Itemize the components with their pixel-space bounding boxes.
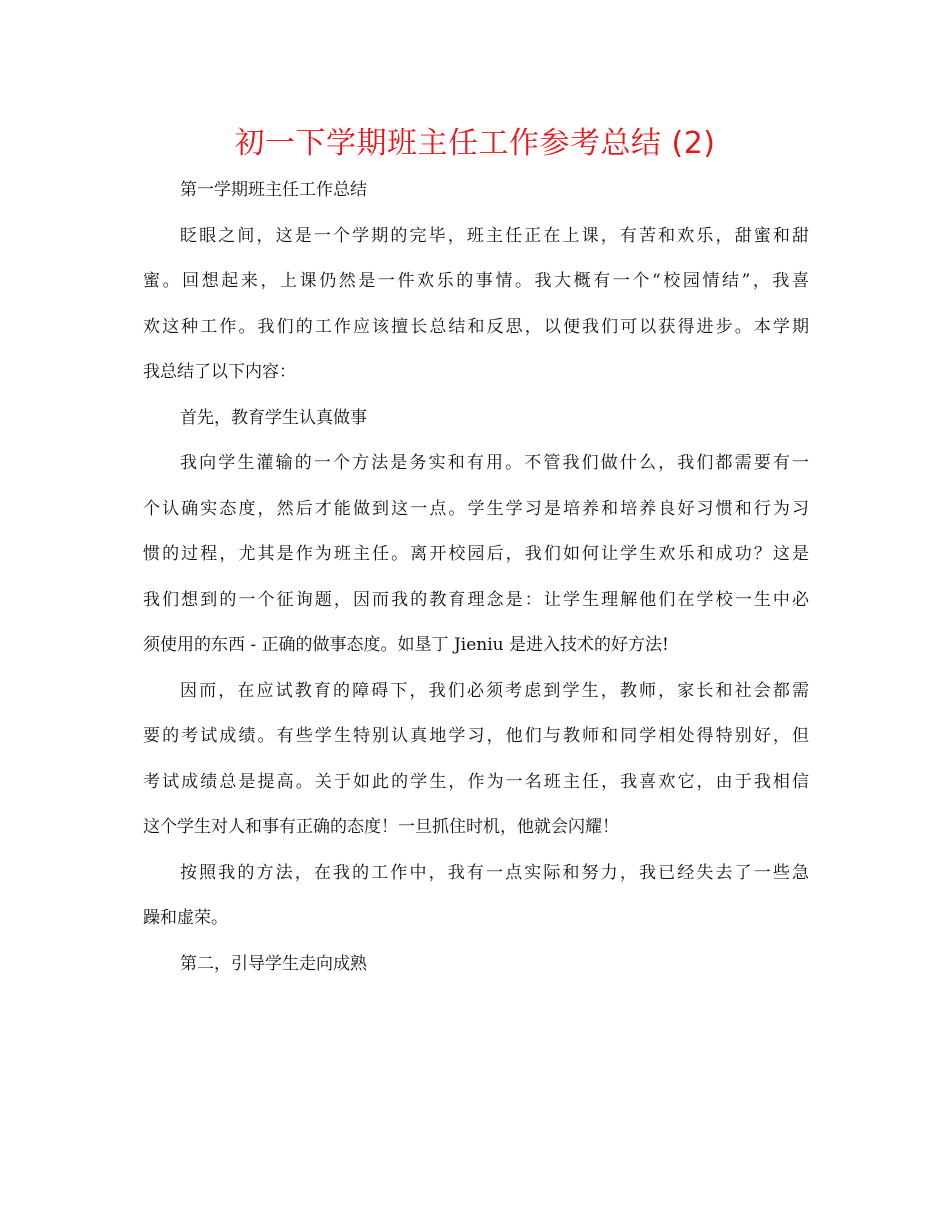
paragraph-line: 要的考试成绩。有些学生特别认真地学习，他们与教师和同学相处得特别好，但 — [143, 726, 809, 746]
paragraph-line: 我向学生灌输的一个方法是务实和有用。不管我们做什么，我们都需要有一 — [180, 453, 809, 473]
paragraph-line: 我们想到的一个征询题，因而我的教育理念是：让学生理解他们在学校一生中必 — [143, 589, 809, 610]
paragraph-line: 第一学期班主任工作总结 — [180, 180, 367, 200]
paragraph-line: 首先，教育学生认真做事 — [180, 407, 367, 428]
paragraph-line: 第二，引导学生走向成熟 — [180, 953, 367, 974]
document-body — [143, 168, 809, 987]
paragraph-line: 惯的过程，尤其是作为班主任。离开校园后，我们如何让学生欢乐和成功？这是 — [143, 544, 809, 564]
paragraph-line: 欢这种工作。我们的工作应该擅长总结和反思，以便我们可以获得进步。本学期 — [143, 316, 809, 337]
paragraph-line: 躁和虚荣。 — [143, 908, 228, 928]
paragraph-line: 须使用的东西 - 正确的做事态度。如垦丁 Jieniu 是进入技术的好方法! — [143, 635, 669, 655]
paragraph-line: 个认确实态度，然后才能做到这一点。学生学习是培养和培养良好习惯和行为习 — [143, 498, 809, 519]
paragraph-7 — [143, 942, 809, 988]
paragraph-line: 我总结了以下内容： — [143, 362, 296, 382]
paragraph-4 — [143, 441, 809, 669]
paragraph-5 — [143, 669, 809, 851]
document-title: 初一下学期班主任工作参考总结 (2) — [234, 126, 716, 161]
paragraph-line: 眨眼之间，这是一个学期的完毕，班主任正在上课，有苦和欢乐，甜蜜和甜 — [180, 225, 809, 246]
paragraph-line: 考试成绩总是提高。关于如此的学生，作为一名班主任，我喜欢它，由于我相信 — [143, 771, 809, 792]
paragraph-line: 按照我的方法，在我的工作中，我有一点实际和努力，我已经失去了一些急 — [180, 862, 809, 883]
paragraph-1 — [143, 168, 809, 214]
paragraph-line: 这个学生对人和事有正确的态度！一旦抓住时机，他就会闪耀！ — [143, 817, 619, 837]
paragraph-2 — [143, 214, 809, 396]
paragraph-line: 因而，在应试教育的障碍下，我们必须考虑到学生，教师，家长和社会都需 — [180, 680, 809, 701]
paragraph-3 — [143, 396, 809, 442]
paragraph-line: 蜜。回想起来，上课仍然是一件欢乐的事情。我大概有一个“校园情结”，我喜 — [143, 271, 809, 291]
paragraph-6 — [143, 851, 809, 942]
